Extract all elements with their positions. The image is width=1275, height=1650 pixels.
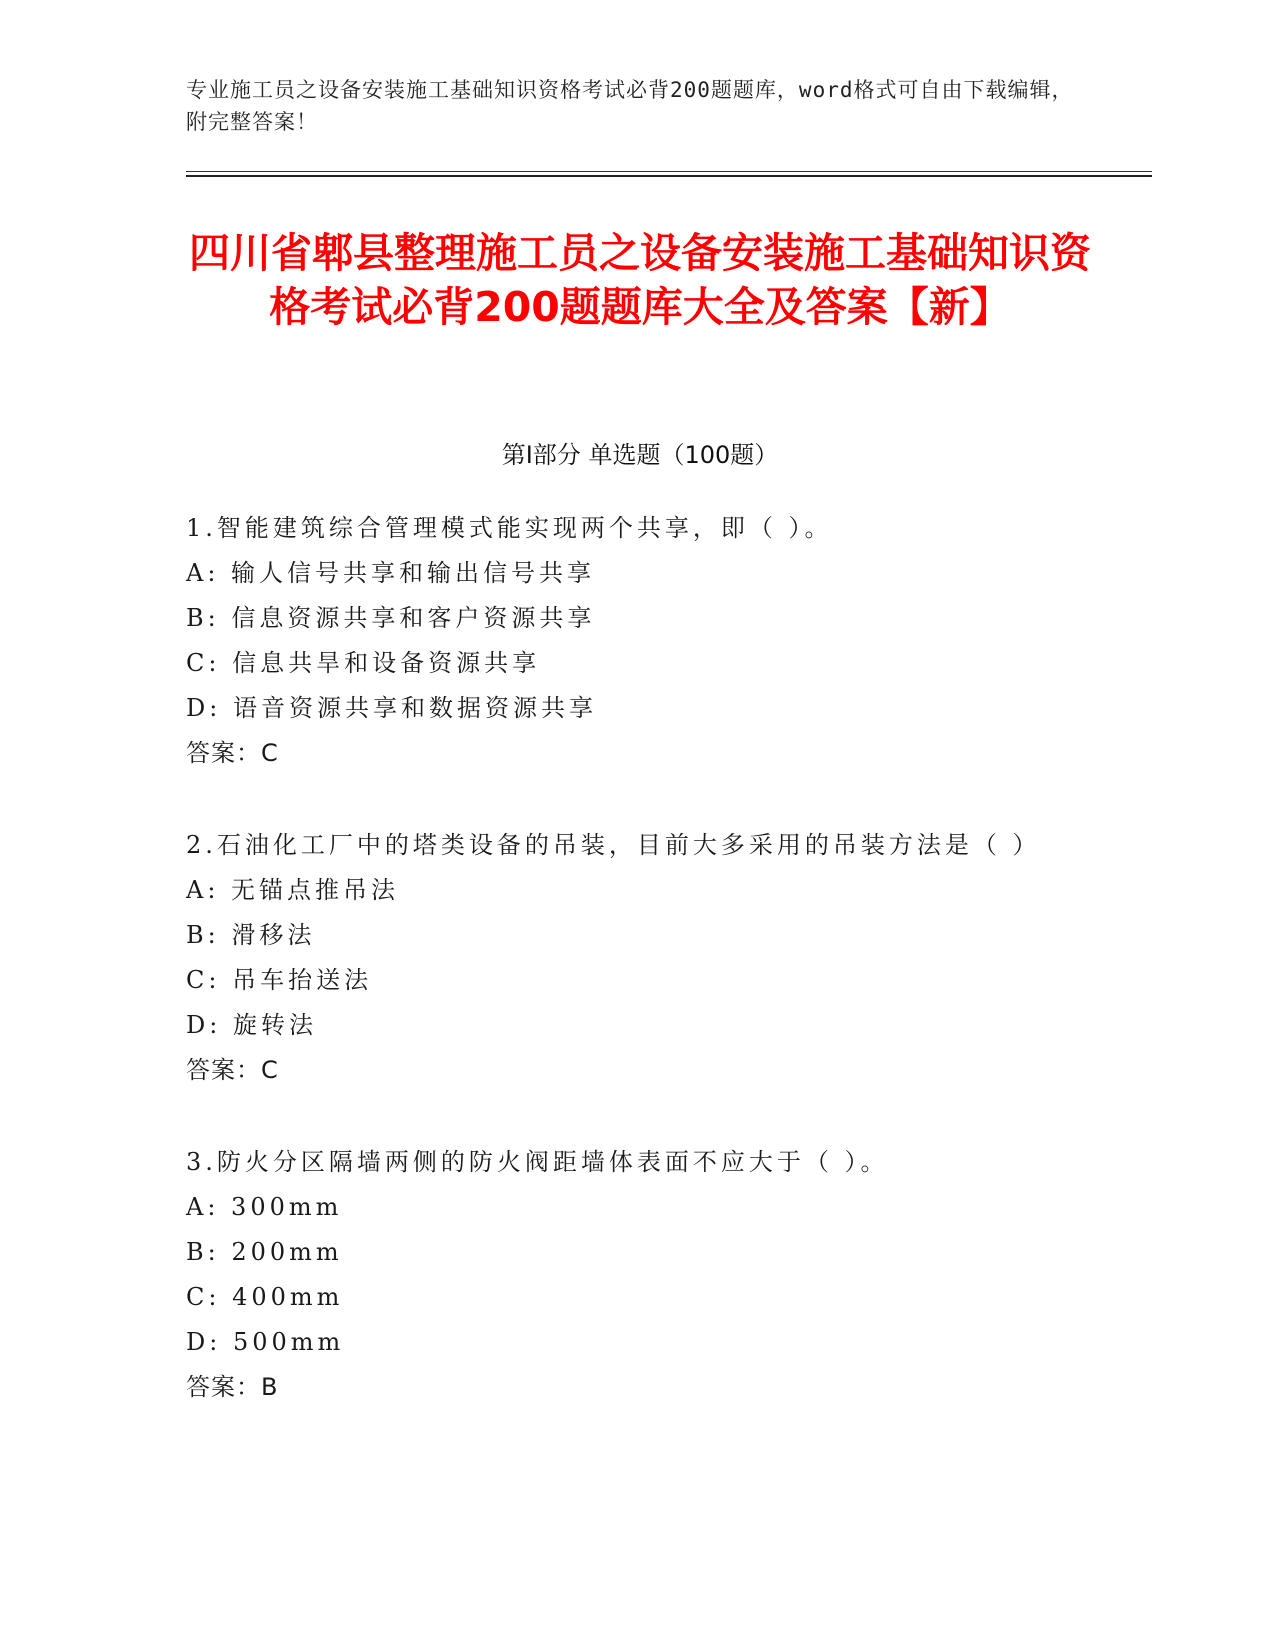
option-c: C: 信息共旱和设备资源共享 xyxy=(186,649,541,677)
option-c: C: 400mm xyxy=(186,1283,344,1311)
option-b: B: 200mm xyxy=(186,1238,343,1266)
header-rule-thick xyxy=(186,175,1152,177)
option-b: B: 信息资源共享和客户资源共享 xyxy=(186,604,596,632)
header-note: 专业施工员之设备安装施工基础知识资格考试必背200题题库，word格式可自由下载编辑，附完整答案！ xyxy=(186,78,1074,134)
option-d: D: 语音资源共享和数据资源共享 xyxy=(186,694,597,722)
question-stem: 1.智能建筑综合管理模式能实现两个共享，即（ ）。 xyxy=(186,514,833,542)
option-a: A: 无锚点推吊法 xyxy=(186,876,400,904)
document-title: 四川省郫县整理施工员之设备安装施工基础知识资格考试必背200题题库大全及答案【新】 xyxy=(189,229,1091,331)
option-c: C: 吊车抬送法 xyxy=(186,966,373,994)
option-b: B: 滑移法 xyxy=(186,921,316,949)
question-3 xyxy=(186,1140,1094,1410)
option-d: D: 旋转法 xyxy=(186,1011,317,1039)
answer-text: 答案：C xyxy=(186,739,279,767)
section-title: 第I部分 单选题（100题） xyxy=(501,441,779,469)
question-1 xyxy=(186,506,1094,776)
question-stem: 2.石油化工厂中的塔类设备的吊装，目前大多采用的吊装方法是（ ） xyxy=(186,831,1041,859)
answer-text: 答案：B xyxy=(186,1373,279,1401)
question-2 xyxy=(186,823,1094,1093)
answer-text: 答案：C xyxy=(186,1056,279,1084)
question-stem: 3.防火分区隔墙两侧的防火阀距墙体表面不应大于（ ）。 xyxy=(186,1148,889,1176)
option-a: A: 300mm xyxy=(186,1193,343,1221)
header-rule-thin xyxy=(186,171,1152,172)
option-d: D: 500mm xyxy=(186,1328,345,1356)
option-a: A: 输人信号共享和输出信号共享 xyxy=(186,559,596,587)
